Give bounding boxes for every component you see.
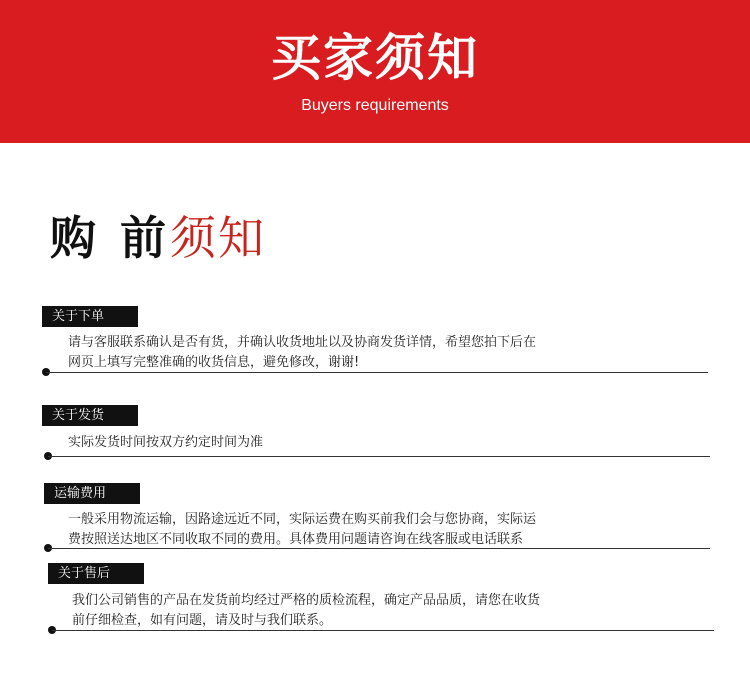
text-line: 我们公司销售的产品在发货前均经过严格的质检流程，确定产品品质，请您在收货 [72,593,541,608]
section-text [68,433,668,453]
banner-subtitle: Buyers requirements [301,97,449,114]
section-label: 关于下单 [42,306,138,327]
text-line: 实际发货时间按双方约定时间为准 [68,435,264,450]
heading-red-text: 须知 [170,211,267,265]
text-line: 网页上填写完整准确的收货信息，避免修改，谢谢! [68,355,360,370]
divider-line [48,548,710,549]
divider-line [48,456,710,457]
section-label: 关于售后 [48,563,144,584]
text-line: 请与客服联系确认是否有货，并确认收货地址以及协商发货详情，希望您拍下后在 [68,335,537,350]
section-text [68,333,668,373]
section-heading [50,210,266,266]
text-line: 前仔细检查，如有问题，请及时与我们联系。 [72,613,333,628]
heading-black-text: 购 前 [50,211,171,265]
text-line: 费按照送达地区不同收取不同的费用。具体费用问题请咨询在线客服或电话联系 [68,532,524,547]
section-text [68,510,668,550]
divider-line [52,630,714,631]
section-label: 运输费用 [44,483,140,504]
divider-line [46,372,708,373]
section-text [72,591,672,631]
text-line: 一般采用物流运输，因路途远近不同，实际运费在购买前我们会与您协商，实际运 [68,512,537,527]
section-label: 关于发货 [42,405,138,426]
banner-title: 买家须知 [271,29,479,87]
header-banner [0,0,750,143]
